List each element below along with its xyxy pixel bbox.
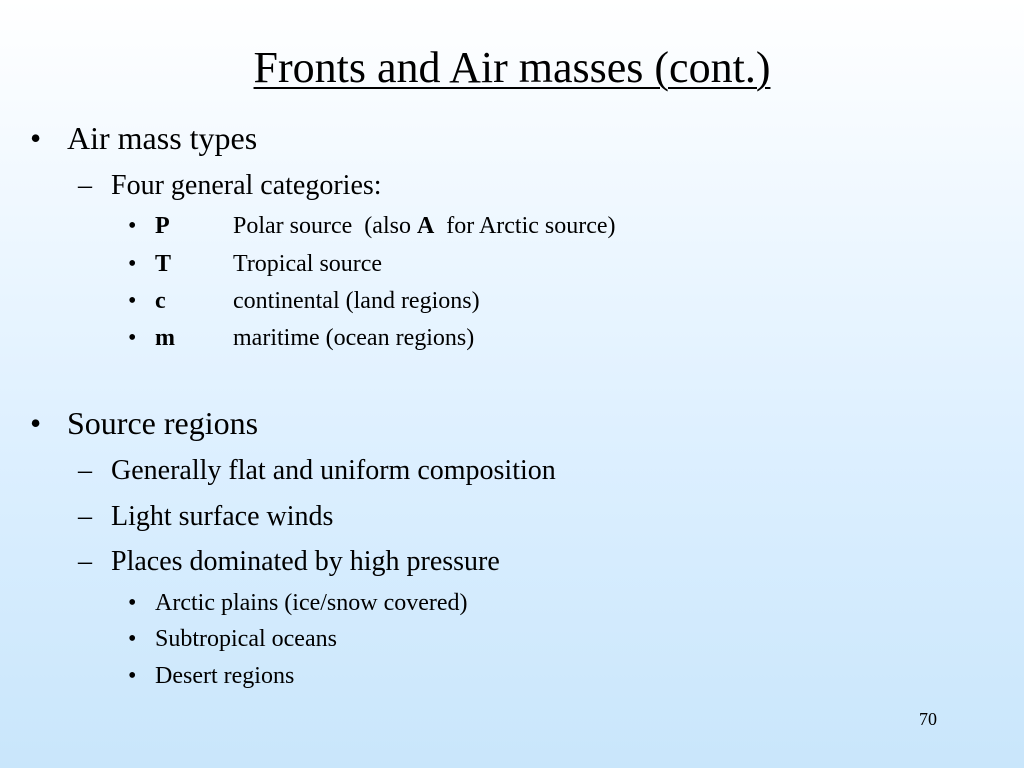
category-item-t (128, 249, 728, 279)
category-description: Tropical source (233, 251, 383, 277)
category-description: maritime (ocean regions) (233, 325, 475, 351)
source-subitem (78, 545, 500, 579)
bullet-icon: • (128, 626, 137, 652)
bullet-icon: • (30, 405, 42, 441)
page-number: 70 (919, 709, 937, 729)
place-item-text: Arctic plains (ice/snow covered) (155, 590, 468, 616)
section-heading-source-regions (30, 403, 258, 443)
category-item-m (128, 323, 728, 353)
bullet-icon: • (128, 251, 137, 277)
bullet-icon: • (128, 288, 137, 314)
place-item (128, 661, 294, 691)
section-heading-air-mass-types (30, 118, 257, 158)
place-item (128, 588, 468, 618)
bullet-icon: • (30, 120, 42, 156)
source-subitem-text: Places dominated by high pressure (111, 546, 500, 577)
subheading-four-categories (78, 169, 382, 203)
bullet-icon: • (128, 663, 137, 689)
dash-icon: – (78, 170, 92, 201)
category-code: T (155, 251, 172, 277)
subheading-text: Four general categories: (111, 170, 382, 201)
section-heading-text: Air mass types (67, 120, 258, 156)
source-subitem-text: Generally flat and uniform composition (111, 455, 556, 486)
slide-title (0, 40, 1024, 96)
source-subitem-text: Light surface winds (111, 501, 334, 532)
category-item-p (128, 211, 728, 241)
bullet-icon: • (128, 325, 137, 351)
arctic-code: A (416, 213, 435, 239)
place-item-text: Desert regions (155, 663, 295, 689)
bullet-icon: • (128, 590, 137, 616)
slide-title-text: Fronts and Air masses (cont.) (253, 43, 771, 92)
category-code: c (155, 288, 166, 314)
category-description: Polar source (also A for Arctic source) (233, 213, 616, 239)
dash-icon: – (78, 455, 92, 486)
category-code: m (155, 325, 175, 351)
dash-icon: – (78, 501, 92, 532)
category-code: P (155, 213, 170, 239)
category-description: continental (land regions) (233, 288, 480, 314)
section-heading-text: Source regions (67, 405, 259, 441)
place-item (128, 624, 337, 654)
bullet-icon: • (128, 213, 137, 239)
place-item-text: Subtropical oceans (155, 626, 337, 652)
dash-icon: – (78, 546, 92, 577)
category-item-c (128, 286, 728, 316)
source-subitem (78, 500, 333, 534)
source-subitem (78, 454, 556, 488)
